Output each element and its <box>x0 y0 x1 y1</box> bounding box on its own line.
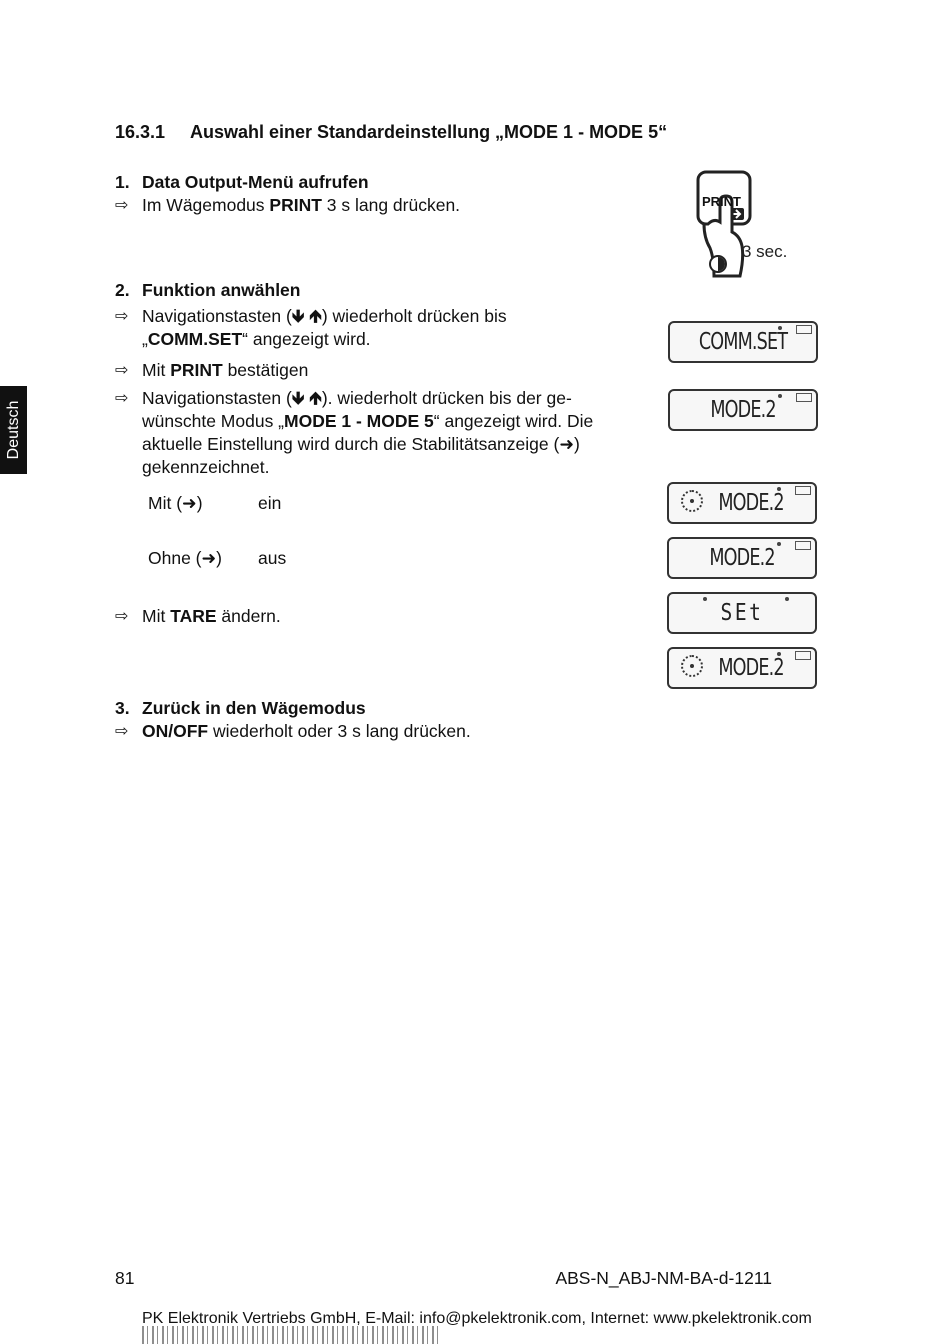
key-name: PRINT <box>269 195 322 215</box>
text-fragment: ändern. <box>216 606 281 626</box>
step-2-bullet-c <box>142 387 593 479</box>
step-1-title: Data Output-Menü aufrufen <box>142 172 369 192</box>
text-fragment: Mit <box>142 606 171 626</box>
arrow-icon: ⇨ <box>115 197 129 214</box>
text-fragment: ) <box>216 548 222 568</box>
text-fragment: ) <box>574 434 580 454</box>
page-number: 81 <box>115 1268 135 1288</box>
text-fragment: Navigationstasten ( <box>142 388 292 408</box>
duration-label: 3 sec. <box>742 242 788 261</box>
text-fragment: Ohne ( <box>148 548 202 568</box>
step-2-number: 2. <box>115 280 130 300</box>
text-fragment: ) wiederholt drücken bis <box>321 306 507 326</box>
text-fragment: Mit ( <box>148 493 183 513</box>
key-name: PRINT <box>170 360 223 380</box>
menu-name: COMM.SET <box>147 329 243 349</box>
step-1-instruction <box>142 194 460 217</box>
text-fragment: Im Wägemodus <box>142 195 270 215</box>
lcd-display <box>668 321 818 363</box>
hand-pressing-key-icon <box>690 168 810 283</box>
text-fragment: 3 s lang drücken. <box>321 195 461 215</box>
step-3-instruction <box>142 720 471 743</box>
text-fragment: Navigationstasten ( <box>142 306 292 326</box>
text-fragment: ) <box>196 493 203 513</box>
navigation-arrows-icon: 🡻 🡹 <box>291 388 322 408</box>
print-key-label: PRINT <box>702 194 741 209</box>
text-fragment: „ <box>142 329 148 349</box>
text-fragment: “ angezeigt wird. <box>242 329 371 349</box>
stability-arrow-icon: ➜ <box>559 434 574 454</box>
scan-barcode-strip <box>142 1326 442 1344</box>
text-fragment: aktuelle Einstellung wird durch die Stabilitätsanzeige ( <box>142 434 560 454</box>
step-2-title: Funktion anwählen <box>142 280 301 300</box>
mode-range: MODE 1 - MODE 5 <box>284 411 434 431</box>
arrow-icon: ⇨ <box>115 390 129 407</box>
key-name: ON/OFF <box>142 721 209 741</box>
step-1-number: 1. <box>115 172 130 192</box>
language-side-tab <box>0 386 27 474</box>
step-2-bullet-d <box>142 605 281 628</box>
ohne-label <box>148 547 222 570</box>
step-3-title: Zurück in den Wägemodus <box>142 698 366 718</box>
text-fragment: Mit <box>142 360 171 380</box>
document-id: ABS-N_ABJ-NM-BA-d-1211 <box>555 1268 772 1288</box>
step-2-bullet-b <box>142 359 308 382</box>
text-fragment: gekennzeichnet. <box>142 457 270 477</box>
display-text: MODE.2 <box>718 655 784 681</box>
step-3-number: 3. <box>115 698 130 718</box>
text-fragment: bestätigen <box>222 360 309 380</box>
arrow-icon: ⇨ <box>115 308 129 325</box>
arrow-icon: ⇨ <box>115 723 129 740</box>
text-fragment: wünschte Modus „ <box>142 411 285 431</box>
section-title: Auswahl einer Standardeinstellung „MODE 1 - MODE 5“ <box>190 122 668 142</box>
arrow-icon: ⇨ <box>115 608 129 625</box>
company-footer: PK Elektronik Vertriebs GmbH, E-Mail: info@pkelektronik.com, Internet: www.pkelektronik.com <box>142 1310 812 1327</box>
text-fragment: wiederholt oder 3 s lang drücken. <box>208 721 471 741</box>
navigation-arrows-icon: 🡻 🡹 <box>291 306 322 326</box>
lcd-display <box>667 647 817 689</box>
language-label: Deutsch <box>4 400 22 460</box>
step-2-bullet-a <box>142 305 507 351</box>
lcd-display <box>667 482 817 524</box>
print-key-illustration <box>690 168 810 283</box>
section-number: 16.3.1 <box>115 122 166 142</box>
display-text: MODE.2 <box>709 545 775 571</box>
display-text: COMM.SET <box>698 329 788 355</box>
display-text: MODE.2 <box>710 397 776 423</box>
arrow-icon: ⇨ <box>115 362 129 379</box>
mit-value: ein <box>258 493 282 513</box>
stability-arrow-icon: ➜ <box>201 548 217 568</box>
lcd-display <box>667 537 817 579</box>
stability-arrow-icon: ➜ <box>182 493 197 513</box>
ohne-value: aus <box>258 548 287 568</box>
text-fragment: “ angezeigt wird. Die <box>433 411 594 431</box>
text-fragment: ). wiederholt drücken bis der ge- <box>321 388 572 408</box>
lcd-display <box>668 389 818 431</box>
lcd-display <box>667 592 817 634</box>
key-name: TARE <box>170 606 217 626</box>
mit-label <box>148 492 203 515</box>
display-text: MODE.2 <box>718 490 784 516</box>
display-text: SEt <box>720 600 764 626</box>
